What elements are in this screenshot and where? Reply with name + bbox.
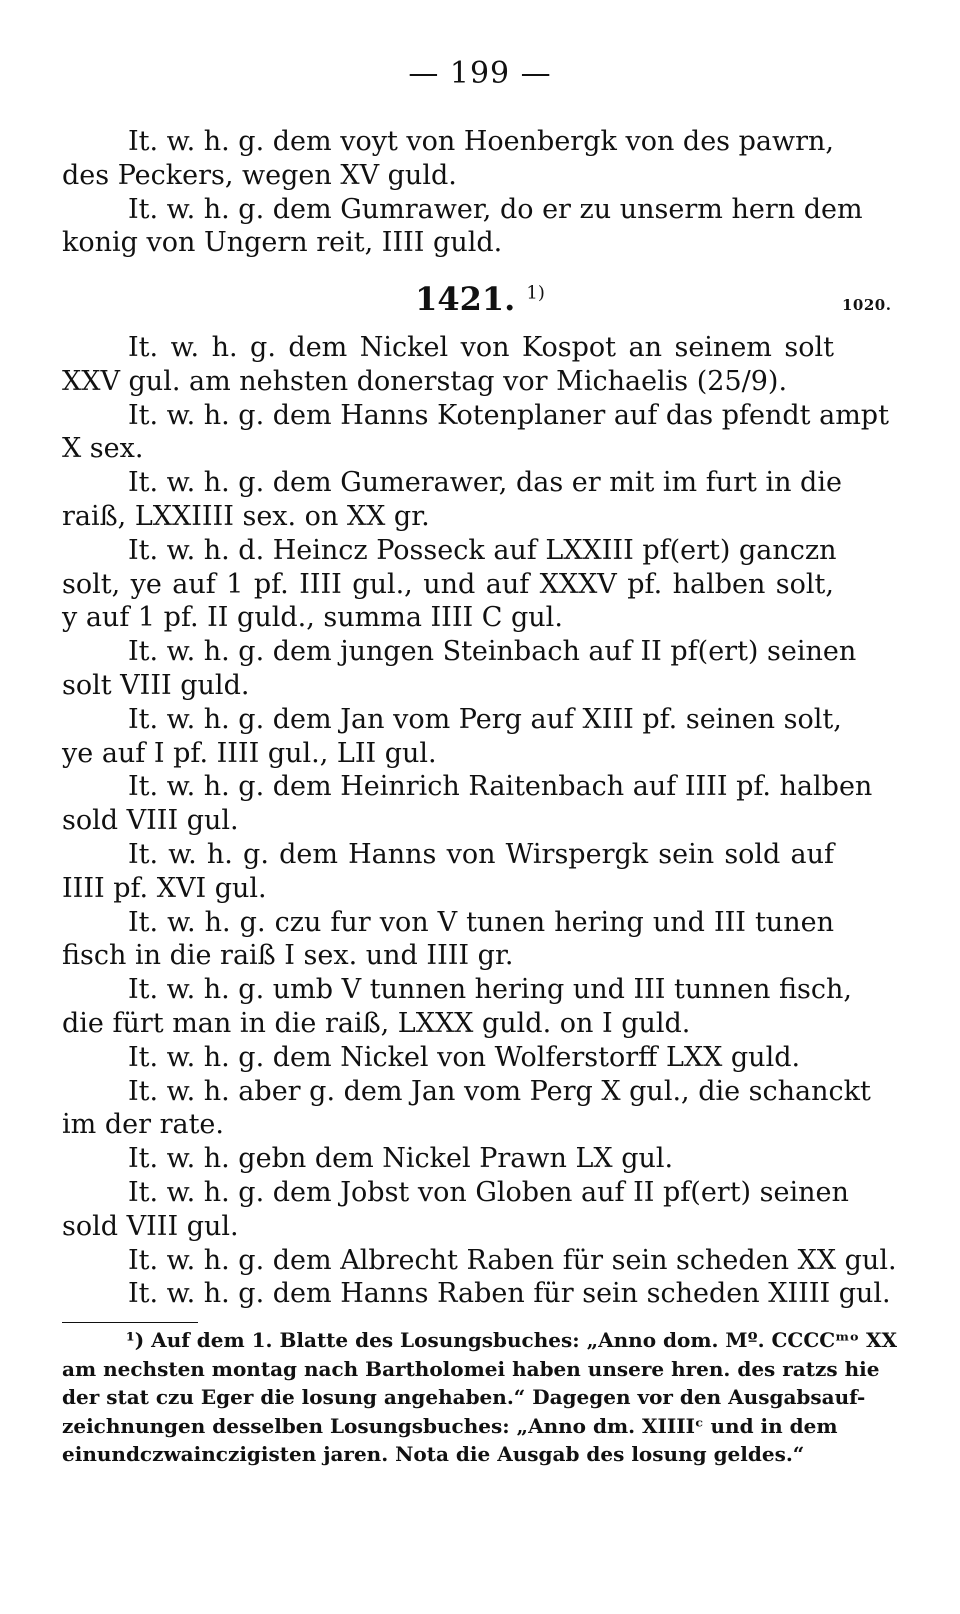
text-line: It. w. h. g. dem Hanns Kotenplaner auf das pfendt ampt	[128, 399, 889, 431]
page-number: — 199 —	[408, 56, 552, 91]
text-line: solt VIII guld.	[62, 669, 250, 701]
year-heading-text: 1421.	[415, 280, 516, 318]
text-line: It. w. h. g. dem Jan vom Perg auf XIII pf. seinen solt,	[128, 703, 842, 735]
text-line: It. w. h. g. dem voyt von Hoenbergk von des pawrn,	[128, 126, 834, 157]
text-line: sold VIII gul.	[62, 805, 239, 837]
text-line: XXV gul. am nehsten donerstag vor Michaelis (25/9).	[62, 365, 788, 397]
footnote-divider	[62, 1322, 198, 1323]
text-line: It. w. h. g. czu fur von V tunen hering und III tunen	[128, 906, 834, 938]
text-line: It. w. h. g. dem Gumrawer, do er zu unserm hern dem	[128, 193, 863, 225]
footnote-line: der stat czu Eger die losung angehaben.“ Dagegen vor den Ausgabsauf-	[62, 1385, 866, 1410]
text-block-main	[62, 331, 897, 1311]
text-line: im der rate.	[62, 1109, 224, 1141]
footnote-line: am nechsten montag nach Bartholomei haben unsere hren. des ratzs hie	[62, 1356, 880, 1381]
text-line: y auf 1 pf. II guld., summa IIII C gul.	[62, 602, 563, 634]
footnote	[62, 1326, 898, 1469]
text-line: It. w. h. g. dem Heinrich Raitenbach auf IIII pf. halben	[128, 771, 873, 803]
footnote-line: zeichnungen desselben Losungsbuches: „Anno dm. XIIIIᶜ und in dem	[62, 1413, 838, 1438]
text-line: solt, ye auf 1 pf. IIII gul., und auf XXXV pf. halben solt,	[62, 568, 834, 600]
footnote-line: ¹) Auf dem 1. Blatte des Losungsbuches: „Anno dom. Mº. CCCCᵐᵒ XX	[126, 1328, 898, 1352]
text-line: raiß, LXXIIII sex. on XX gr.	[62, 500, 430, 532]
text-line: des Peckers, wegen XV guld.	[62, 159, 457, 191]
text-line: It. w. h. gebn dem Nickel Prawn LX gul.	[128, 1143, 674, 1175]
text-line: It. w. h. d. Heincz Posseck auf LXXIII pf(ert) ganczn	[128, 534, 837, 566]
text-line: sold VIII gul.	[62, 1210, 239, 1242]
text-line: die fürt man in die raiß, LXXX guld. on I guld.	[62, 1007, 691, 1039]
text-line: It. w. h. g. dem Nickel von Kospot an seinem solt	[128, 332, 834, 363]
footnote-line: einundczwainczigisten jaren. Nota die Ausgab des losung geldes.“	[62, 1442, 805, 1467]
text-line: IIII pf. XVI gul.	[62, 872, 267, 904]
text-line: fisch in die raiß I sex. und IIII gr.	[62, 940, 514, 972]
text-line: It. w. h. g. dem Nickel von Wolferstorff LXX guld.	[128, 1041, 801, 1073]
text-line: konig von Ungern reit, IIII guld.	[62, 227, 503, 259]
text-line: It. w. h. g. dem Albrecht Raben für sein scheden XX gul.	[128, 1244, 897, 1276]
footnote-marker: 1)	[526, 282, 545, 304]
text-line: It. w. h. g. dem Gumerawer, das er mit im furt in die	[128, 467, 842, 499]
year-heading	[0, 280, 960, 318]
text-line: It. w. h. g. dem jungen Steinbach auf II pf(ert) seinen	[128, 636, 857, 668]
margin-number: 1020.	[842, 296, 892, 314]
text-line: It. w. h. g. dem Hanns Raben für sein scheden XIIII gul.	[128, 1278, 891, 1310]
text-line: It. w. h. g. dem Jobst von Globen auf II pf(ert) seinen	[128, 1176, 849, 1208]
text-line: It. w. h. aber g. dem Jan vom Perg X gul., die schanckt	[128, 1075, 871, 1107]
text-line: It. w. h. g. dem Hanns von Wirspergk sein sold auf	[128, 838, 834, 870]
text-line: ye auf I pf. IIII gul., LII gul.	[62, 737, 437, 769]
text-line: It. w. h. g. umb V tunnen hering und III tunnen fisch,	[128, 974, 852, 1006]
text-block-top	[62, 125, 863, 260]
text-line: X sex.	[62, 433, 144, 465]
